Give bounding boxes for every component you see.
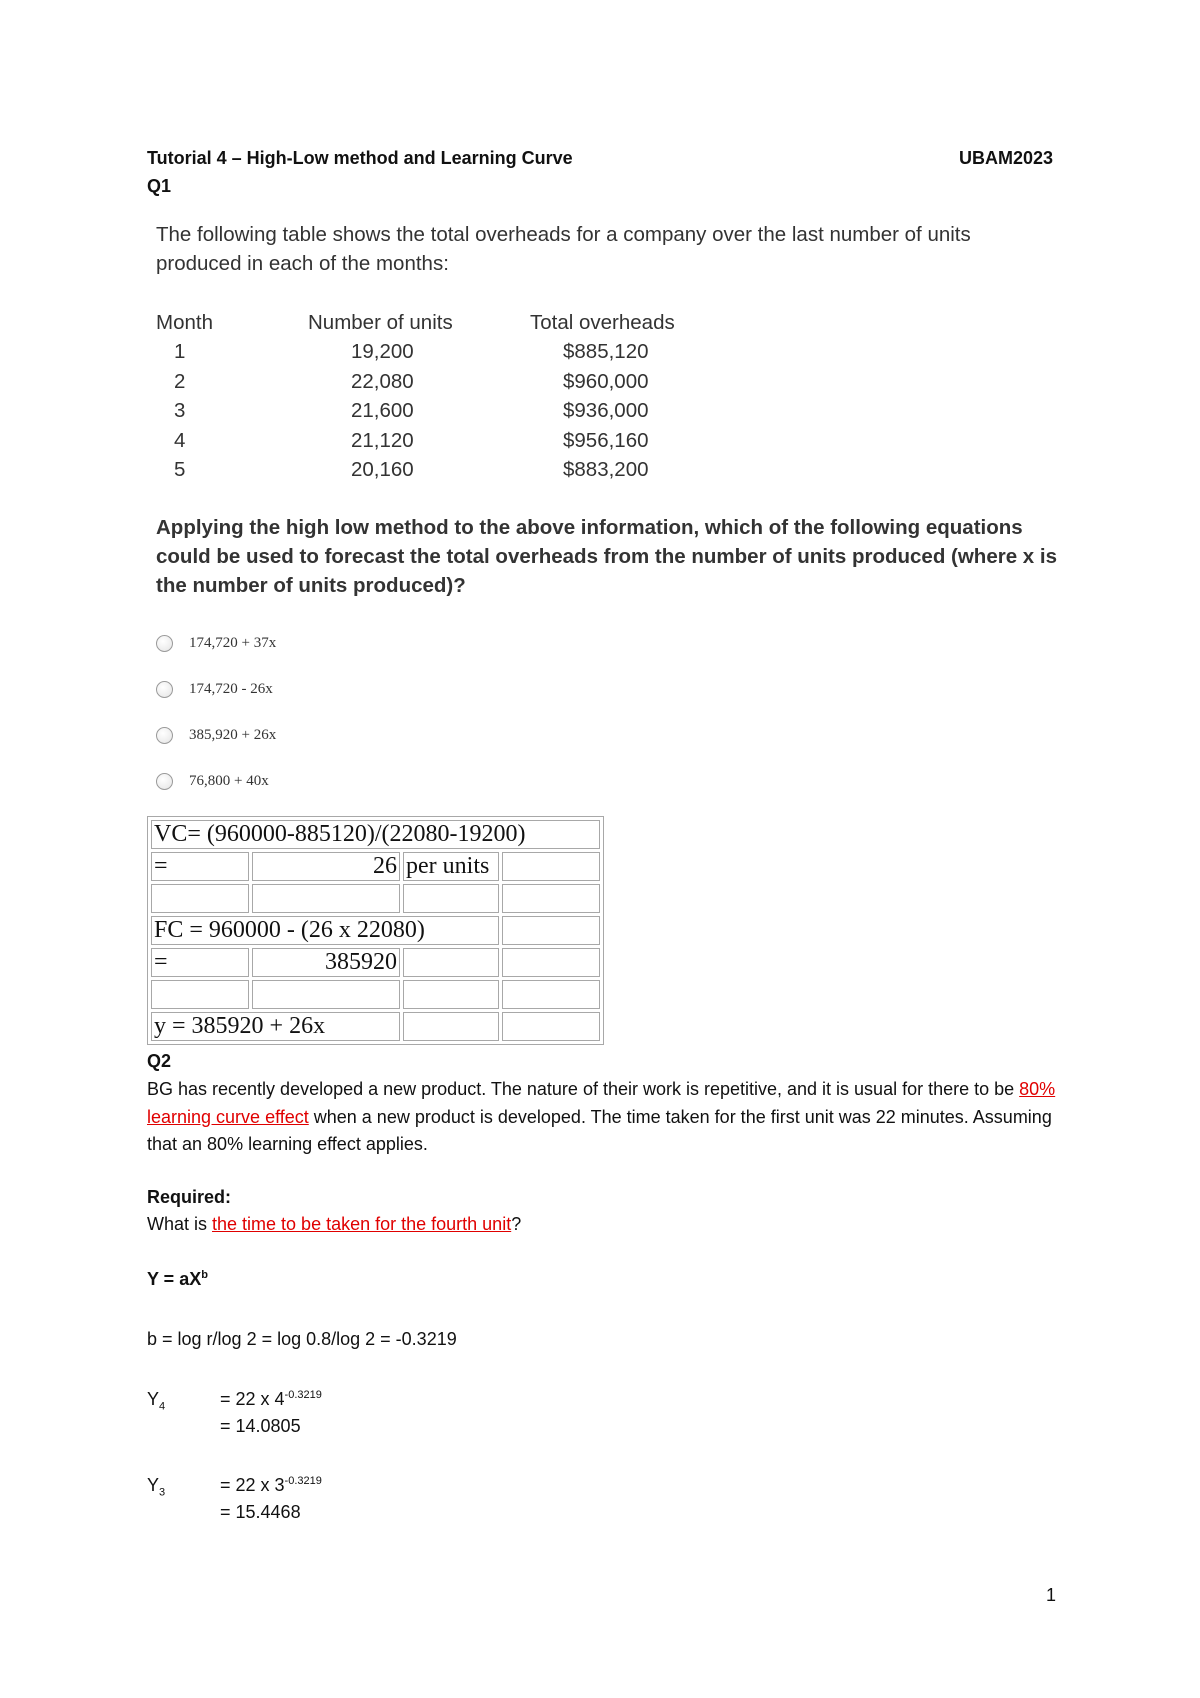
table-row [156, 426, 730, 456]
formula-base: Y = aX [147, 1269, 202, 1289]
answer-option-label: 174,720 - 26x [189, 680, 273, 697]
question-2-text: BG has recently developed a new product. The nature of their work is repetitive, and it is usual for there to be [147, 1079, 1020, 1099]
working-table [147, 816, 604, 1045]
table-row [151, 884, 600, 913]
required-question-suffix: ? [511, 1214, 522, 1234]
cell-month: 5 [174, 458, 186, 482]
y3-expr: = 22 x 3 [220, 1475, 285, 1495]
required-question [147, 1214, 521, 1235]
cell-overheads: $883,200 [563, 458, 649, 482]
cell-units: 21,600 [351, 399, 414, 423]
equals-sign: = [151, 948, 249, 977]
empty-cell [403, 980, 499, 1009]
empty-cell [502, 948, 600, 977]
empty-cell [502, 980, 600, 1009]
overheads-table [156, 308, 730, 485]
course-code: UBAM2023 [958, 148, 1053, 168]
learning-curve-formula [147, 1269, 208, 1290]
answer-option-label: 174,720 + 37x [189, 634, 277, 651]
table-row [156, 367, 730, 397]
question-1-prompt: Applying the high low method to the above information, which of the following equations could be used to forecast the total overheads from the number of units produced (where x is the number of units produced)? [156, 516, 1057, 597]
y4-expr: = 22 x 4 [220, 1389, 285, 1409]
cell-month: 2 [174, 369, 186, 393]
y4-exponent: -0.3219 [284, 1389, 322, 1401]
table-row [151, 820, 600, 849]
empty-cell [403, 948, 499, 977]
table-row [156, 456, 730, 486]
page-number: 1 [1046, 1585, 1057, 1605]
highlighted-term: the time to be taken for the fourth unit [212, 1214, 512, 1234]
answer-option-b[interactable] [156, 677, 273, 701]
fixed-cost-formula: FC = 960000 - (26 x 22080) [151, 916, 499, 945]
question-1-intro: The following table shows the total overheads for a company over the last number of units produced in each of the months: [156, 223, 971, 275]
empty-cell [403, 884, 499, 913]
question-1-label: Q1 [147, 176, 172, 196]
table-row [156, 397, 730, 427]
answer-option-label: 76,800 + 40x [189, 772, 269, 789]
radio-button-icon[interactable] [156, 681, 173, 698]
required-question-prefix: What is [147, 1214, 213, 1234]
highlighted-term: 80% learning curve effect [147, 1079, 1056, 1127]
cost-equation: y = 385920 + 26x [151, 1012, 400, 1041]
empty-cell [502, 916, 600, 945]
answer-option-label: 385,920 + 26x [189, 726, 277, 743]
question-2-body [147, 1076, 1057, 1159]
empty-cell [403, 1012, 499, 1041]
table-row [151, 852, 600, 881]
variable-cost-unit: per units [403, 852, 499, 881]
empty-cell [151, 980, 249, 1009]
cell-month: 1 [174, 340, 186, 364]
cell-units: 20,160 [351, 458, 414, 482]
overheads-table-header [156, 308, 730, 338]
cell-overheads: $936,000 [563, 399, 649, 423]
equals-sign: = [151, 852, 249, 881]
column-header-units: Number of units [308, 310, 453, 334]
radio-button-icon[interactable] [156, 773, 173, 790]
cell-month: 3 [174, 399, 186, 423]
table-row [151, 1012, 600, 1041]
radio-button-icon[interactable] [156, 727, 173, 744]
cell-units: 21,120 [351, 428, 414, 452]
variable-cost-value: 26 [252, 852, 400, 881]
empty-cell [252, 980, 400, 1009]
cell-overheads: $885,120 [563, 340, 649, 364]
y4-result: = 14.0805 [220, 1416, 301, 1436]
cell-units: 22,080 [351, 369, 414, 393]
cell-units: 19,200 [351, 340, 414, 364]
answer-option-d[interactable] [156, 769, 269, 793]
required-label: Required: [147, 1187, 232, 1207]
empty-cell [502, 884, 600, 913]
y3-label [147, 1475, 165, 1499]
document-title: Tutorial 4 – High-Low method and Learning Curve [147, 148, 573, 168]
y-symbol: Y [147, 1475, 160, 1495]
fixed-cost-value: 385920 [252, 948, 400, 977]
empty-cell [252, 884, 400, 913]
y4-label [147, 1389, 165, 1413]
question-2-label: Q2 [147, 1051, 172, 1071]
empty-cell [502, 852, 600, 881]
answer-option-c[interactable] [156, 723, 276, 747]
y3-exponent: -0.3219 [284, 1475, 322, 1487]
column-header-overheads: Total overheads [530, 310, 675, 334]
y-subscript: 3 [159, 1486, 166, 1499]
y4-expression [220, 1389, 322, 1410]
table-row [156, 338, 730, 368]
question-2-text: when a new product is developed. The time taken for the first unit was 22 minutes. Assuming that an 80% learning effect applies. [147, 1106, 1052, 1154]
b-calculation: b = log r/log 2 = log 0.8/log 2 = -0.3219 [147, 1329, 457, 1349]
y-symbol: Y [147, 1389, 160, 1409]
variable-cost-formula: VC= (960000-885120)/(22080-19200) [151, 820, 600, 849]
table-row [151, 948, 600, 977]
empty-cell [502, 1012, 600, 1041]
radio-button-icon[interactable] [156, 635, 173, 652]
y3-result: = 15.4468 [220, 1502, 301, 1522]
cell-month: 4 [174, 428, 186, 452]
formula-exponent: b [201, 1269, 208, 1281]
y3-expression [220, 1475, 322, 1496]
cell-overheads: $956,160 [563, 428, 649, 452]
empty-cell [151, 884, 249, 913]
table-row [151, 916, 600, 945]
table-row [151, 980, 600, 1009]
answer-option-a[interactable] [156, 631, 276, 655]
column-header-month: Month [156, 310, 213, 334]
y-subscript: 4 [159, 1400, 166, 1413]
cell-overheads: $960,000 [563, 369, 649, 393]
